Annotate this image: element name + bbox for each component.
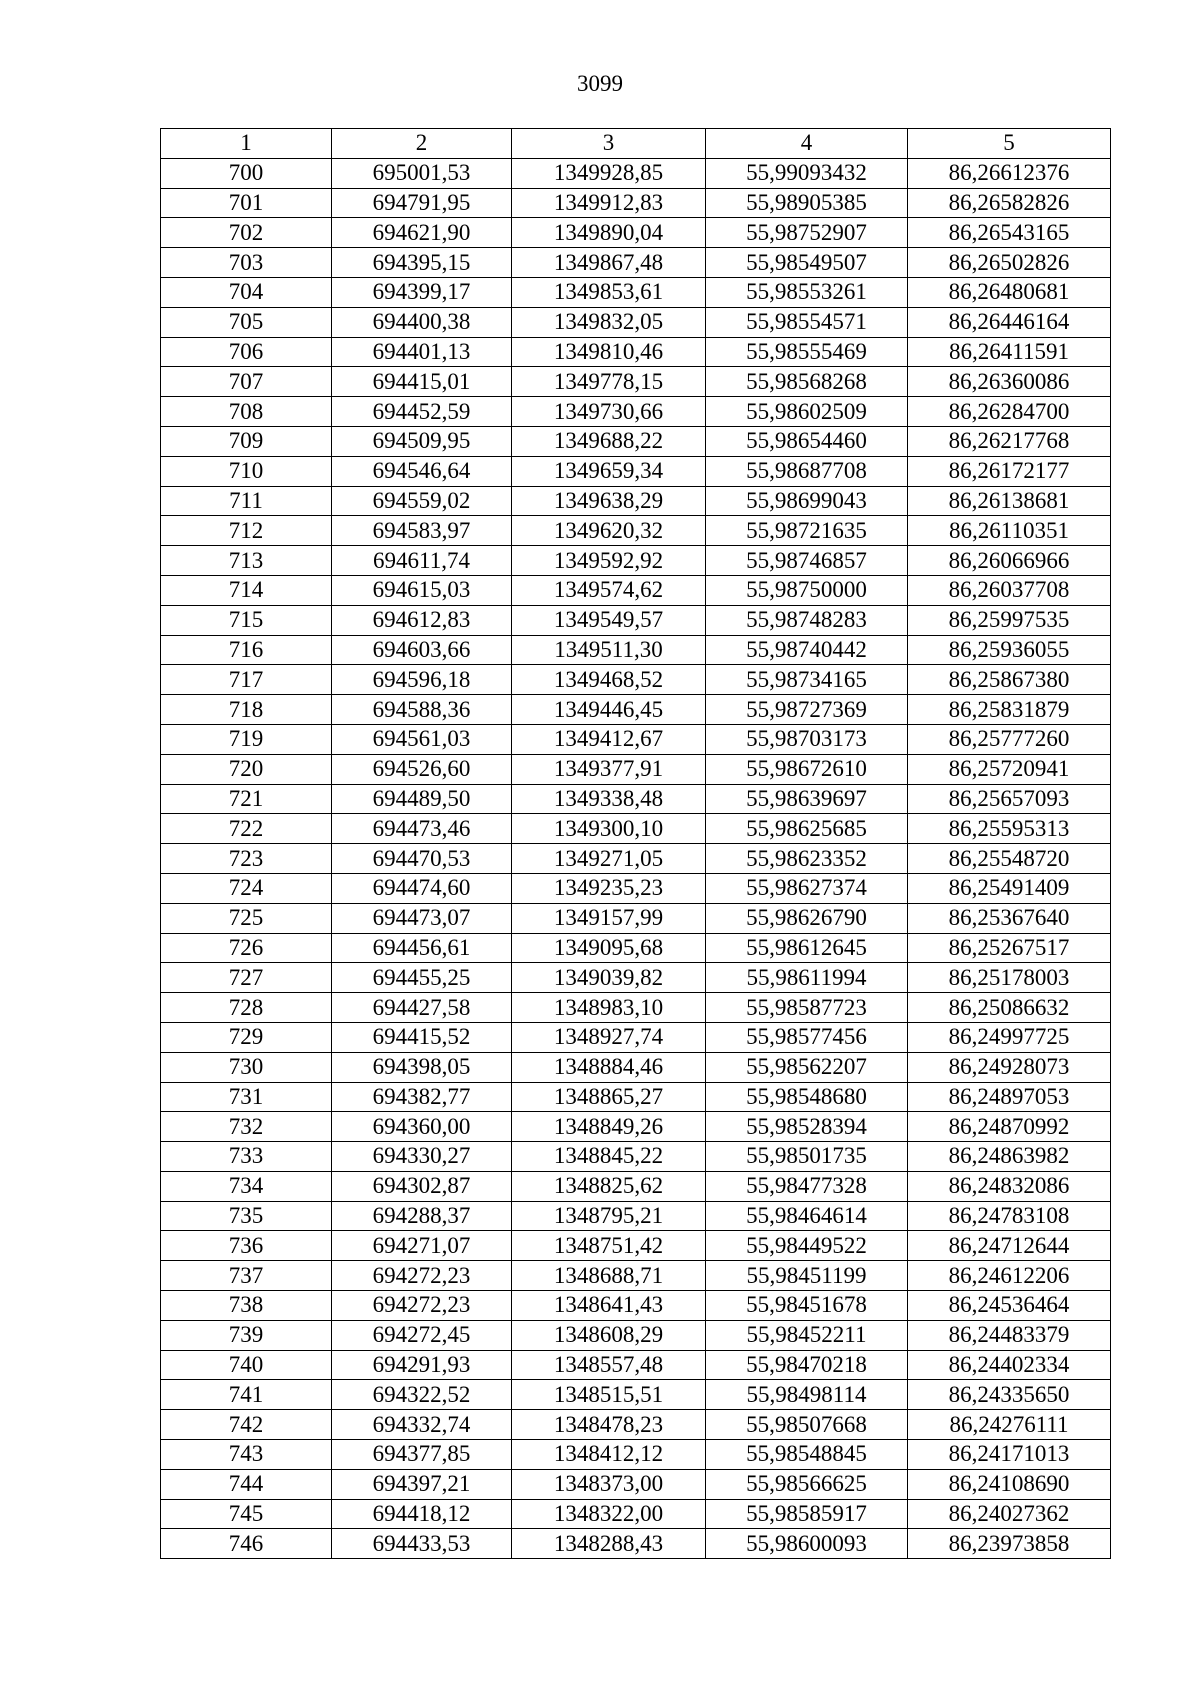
table-cell: 745 [161, 1499, 332, 1529]
table-cell: 55,98577456 [706, 1022, 908, 1052]
table-cell: 86,24536464 [908, 1291, 1111, 1321]
table-cell: 55,98639697 [706, 784, 908, 814]
table-cell: 86,24832086 [908, 1171, 1111, 1201]
table-cell: 55,98464614 [706, 1201, 908, 1231]
table-cell: 694272,23 [332, 1291, 512, 1321]
table-cell: 1349235,23 [512, 873, 706, 903]
table-cell: 694398,05 [332, 1052, 512, 1082]
table-cell: 55,98740442 [706, 635, 908, 665]
table-cell: 694456,61 [332, 933, 512, 963]
table-row [161, 993, 1111, 1023]
table-cell: 736 [161, 1231, 332, 1261]
table-cell: 86,26037708 [908, 575, 1111, 605]
table-row [161, 218, 1111, 248]
table-cell: 55,98748283 [706, 605, 908, 635]
table-cell: 734 [161, 1171, 332, 1201]
table-row [161, 873, 1111, 903]
table-cell: 55,98470218 [706, 1350, 908, 1380]
table-cell: 55,98507668 [706, 1410, 908, 1440]
table-cell: 86,25178003 [908, 963, 1111, 993]
table-row [161, 1380, 1111, 1410]
coordinates-table [160, 128, 1111, 1559]
table-cell: 694473,07 [332, 903, 512, 933]
table-cell: 1348515,51 [512, 1380, 706, 1410]
table-cell: 86,24870992 [908, 1112, 1111, 1142]
table-cell: 701 [161, 188, 332, 218]
table-cell: 703 [161, 248, 332, 278]
table-cell: 733 [161, 1142, 332, 1172]
table-cell: 694399,17 [332, 277, 512, 307]
table-cell: 711 [161, 486, 332, 516]
table-cell: 86,26360086 [908, 367, 1111, 397]
table-row [161, 397, 1111, 427]
table-cell: 1349778,15 [512, 367, 706, 397]
table-cell: 55,98501735 [706, 1142, 908, 1172]
table-cell: 694559,02 [332, 486, 512, 516]
table-cell: 1348322,00 [512, 1499, 706, 1529]
table-cell: 86,26543165 [908, 218, 1111, 248]
table-cell: 55,98734165 [706, 665, 908, 695]
table-cell: 1348884,46 [512, 1052, 706, 1082]
table-cell: 86,25720941 [908, 754, 1111, 784]
table-cell: 1348795,21 [512, 1201, 706, 1231]
table-cell: 741 [161, 1380, 332, 1410]
table-cell: 86,24335650 [908, 1380, 1111, 1410]
table-cell: 709 [161, 426, 332, 456]
table-cell: 694330,27 [332, 1142, 512, 1172]
table-cell: 719 [161, 724, 332, 754]
table-row [161, 814, 1111, 844]
table-cell: 86,24276111 [908, 1410, 1111, 1440]
table-cell: 86,26582826 [908, 188, 1111, 218]
table-cell: 55,98449522 [706, 1231, 908, 1261]
table-cell: 694291,93 [332, 1350, 512, 1380]
table-cell: 694791,95 [332, 188, 512, 218]
table-cell: 55,98548680 [706, 1082, 908, 1112]
table-row [161, 248, 1111, 278]
table-cell: 1349659,34 [512, 456, 706, 486]
table-row [161, 665, 1111, 695]
table-cell: 1349468,52 [512, 665, 706, 695]
table-row [161, 277, 1111, 307]
table-row [161, 188, 1111, 218]
table-cell: 86,26172177 [908, 456, 1111, 486]
table-cell: 55,98626790 [706, 903, 908, 933]
table-cell: 86,26110351 [908, 516, 1111, 546]
table-cell: 1349890,04 [512, 218, 706, 248]
table-cell: 1348849,26 [512, 1112, 706, 1142]
table-cell: 86,26446164 [908, 307, 1111, 337]
table-cell: 694470,53 [332, 844, 512, 874]
table-cell: 55,98905385 [706, 188, 908, 218]
table-cell: 694272,45 [332, 1320, 512, 1350]
table-cell: 1348825,62 [512, 1171, 706, 1201]
table-cell: 55,98721635 [706, 516, 908, 546]
table-cell: 55,98672610 [706, 754, 908, 784]
table-cell: 694509,95 [332, 426, 512, 456]
table-row [161, 486, 1111, 516]
table-row [161, 1052, 1111, 1082]
table-cell: 55,98553261 [706, 277, 908, 307]
table-row [161, 605, 1111, 635]
table-cell: 1349549,57 [512, 605, 706, 635]
table-cell: 86,26138681 [908, 486, 1111, 516]
column-header: 1 [161, 129, 332, 159]
table-cell: 702 [161, 218, 332, 248]
table-cell: 694322,52 [332, 1380, 512, 1410]
table-cell: 86,24171013 [908, 1440, 1111, 1470]
column-header: 5 [908, 129, 1111, 159]
table-cell: 55,98699043 [706, 486, 908, 516]
table-cell: 694489,50 [332, 784, 512, 814]
table-cell: 55,98703173 [706, 724, 908, 754]
table-cell: 55,98746857 [706, 546, 908, 576]
table-cell: 86,24997725 [908, 1022, 1111, 1052]
table-cell: 740 [161, 1350, 332, 1380]
table-cell: 694621,90 [332, 218, 512, 248]
table-cell: 694418,12 [332, 1499, 512, 1529]
table-cell: 86,26411591 [908, 337, 1111, 367]
table-row [161, 754, 1111, 784]
table-cell: 55,98452211 [706, 1320, 908, 1350]
table-cell: 86,25595313 [908, 814, 1111, 844]
table-cell: 86,25831879 [908, 695, 1111, 725]
table-cell: 694561,03 [332, 724, 512, 754]
table-row [161, 1440, 1111, 1470]
table-cell: 695001,53 [332, 158, 512, 188]
table-cell: 55,98554571 [706, 307, 908, 337]
table-cell: 55,98627374 [706, 873, 908, 903]
table-cell: 694473,46 [332, 814, 512, 844]
table-cell: 1349638,29 [512, 486, 706, 516]
table-row [161, 1142, 1111, 1172]
table-cell: 1348845,22 [512, 1142, 706, 1172]
table-cell: 700 [161, 158, 332, 188]
table-cell: 1349688,22 [512, 426, 706, 456]
table-row [161, 158, 1111, 188]
table-cell: 86,24783108 [908, 1201, 1111, 1231]
table-row [161, 1171, 1111, 1201]
page-number: 3099 [577, 71, 623, 96]
table-cell: 86,25936055 [908, 635, 1111, 665]
table-cell: 1349592,92 [512, 546, 706, 576]
table-cell: 1349377,91 [512, 754, 706, 784]
table-cell: 694596,18 [332, 665, 512, 695]
table-cell: 694271,07 [332, 1231, 512, 1261]
table-cell: 694401,13 [332, 337, 512, 367]
table-cell: 742 [161, 1410, 332, 1440]
table-cell: 1349574,62 [512, 575, 706, 605]
table-cell: 86,25367640 [908, 903, 1111, 933]
table-cell: 1349157,99 [512, 903, 706, 933]
table-cell: 727 [161, 963, 332, 993]
table-cell: 86,26066966 [908, 546, 1111, 576]
table-cell: 1349338,48 [512, 784, 706, 814]
table-cell: 706 [161, 337, 332, 367]
table-cell: 86,24027362 [908, 1499, 1111, 1529]
table-cell: 86,25548720 [908, 844, 1111, 874]
table-cell: 55,98625685 [706, 814, 908, 844]
table-cell: 737 [161, 1261, 332, 1291]
table-cell: 694302,87 [332, 1171, 512, 1201]
table-cell: 744 [161, 1469, 332, 1499]
table-cell: 1349620,32 [512, 516, 706, 546]
table-cell: 55,98585917 [706, 1499, 908, 1529]
table-cell: 55,98451199 [706, 1261, 908, 1291]
table-cell: 694288,37 [332, 1201, 512, 1231]
table-cell: 1348557,48 [512, 1350, 706, 1380]
table-row [161, 456, 1111, 486]
table-cell: 1349446,45 [512, 695, 706, 725]
table-cell: 712 [161, 516, 332, 546]
column-header: 3 [512, 129, 706, 159]
table-cell: 729 [161, 1022, 332, 1052]
table-row [161, 963, 1111, 993]
table-cell: 86,25657093 [908, 784, 1111, 814]
table-cell: 1348983,10 [512, 993, 706, 1023]
table-cell: 55,98568268 [706, 367, 908, 397]
table-cell: 710 [161, 456, 332, 486]
table-cell: 86,25491409 [908, 873, 1111, 903]
table-row [161, 1231, 1111, 1261]
table-cell: 1348373,00 [512, 1469, 706, 1499]
table-cell: 694332,74 [332, 1410, 512, 1440]
table-row [161, 1201, 1111, 1231]
table-row [161, 724, 1111, 754]
table-cell: 723 [161, 844, 332, 874]
table-cell: 86,24612206 [908, 1261, 1111, 1291]
table-cell: 725 [161, 903, 332, 933]
table-cell: 708 [161, 397, 332, 427]
table-cell: 694546,64 [332, 456, 512, 486]
table-cell: 714 [161, 575, 332, 605]
table-cell: 715 [161, 605, 332, 635]
table-row [161, 784, 1111, 814]
table-row [161, 1112, 1111, 1142]
table-cell: 731 [161, 1082, 332, 1112]
table-cell: 86,26502826 [908, 248, 1111, 278]
table-cell: 55,98750000 [706, 575, 908, 605]
table-cell: 55,98654460 [706, 426, 908, 456]
table-cell: 86,25086632 [908, 993, 1111, 1023]
table-cell: 694395,15 [332, 248, 512, 278]
table-cell: 55,98451678 [706, 1291, 908, 1321]
table-cell: 728 [161, 993, 332, 1023]
table-cell: 694433,53 [332, 1529, 512, 1559]
table-cell: 694272,23 [332, 1261, 512, 1291]
table-cell: 1349730,66 [512, 397, 706, 427]
table-cell: 55,98727369 [706, 695, 908, 725]
table-row [161, 844, 1111, 874]
table-cell: 722 [161, 814, 332, 844]
table-cell: 86,24712644 [908, 1231, 1111, 1261]
table-cell: 694611,74 [332, 546, 512, 576]
table-cell: 86,25777260 [908, 724, 1111, 754]
table-cell: 55,98528394 [706, 1112, 908, 1142]
table-cell: 1348865,27 [512, 1082, 706, 1112]
table-cell: 55,99093432 [706, 158, 908, 188]
table-cell: 86,24402334 [908, 1350, 1111, 1380]
column-header: 4 [706, 129, 908, 159]
table-cell: 694360,00 [332, 1112, 512, 1142]
table-cell: 86,26217768 [908, 426, 1111, 456]
table-cell: 86,26480681 [908, 277, 1111, 307]
table-row [161, 1082, 1111, 1112]
table-cell: 730 [161, 1052, 332, 1082]
table-row [161, 426, 1111, 456]
table-cell: 694612,83 [332, 605, 512, 635]
table-row [161, 1261, 1111, 1291]
table-cell: 55,98611994 [706, 963, 908, 993]
table-cell: 55,98566625 [706, 1469, 908, 1499]
table-cell: 720 [161, 754, 332, 784]
table-cell: 86,25867380 [908, 665, 1111, 695]
table-cell: 1348927,74 [512, 1022, 706, 1052]
table-cell: 739 [161, 1320, 332, 1350]
table-cell: 694615,03 [332, 575, 512, 605]
table-cell: 743 [161, 1440, 332, 1470]
table-cell: 1349300,10 [512, 814, 706, 844]
table-cell: 694588,36 [332, 695, 512, 725]
table-row [161, 1529, 1111, 1559]
table-cell: 694415,52 [332, 1022, 512, 1052]
table-cell: 1349810,46 [512, 337, 706, 367]
table-row [161, 903, 1111, 933]
table-cell: 694427,58 [332, 993, 512, 1023]
table-cell: 55,98548845 [706, 1440, 908, 1470]
table-cell: 1349928,85 [512, 158, 706, 188]
table-cell: 1349039,82 [512, 963, 706, 993]
table-cell: 55,98687708 [706, 456, 908, 486]
table-cell: 746 [161, 1529, 332, 1559]
table-cell: 86,24863982 [908, 1142, 1111, 1172]
table-row [161, 367, 1111, 397]
table-cell: 738 [161, 1291, 332, 1321]
table-cell: 726 [161, 933, 332, 963]
table-cell: 1348688,71 [512, 1261, 706, 1291]
table-cell: 55,98600093 [706, 1529, 908, 1559]
table-cell: 55,98612645 [706, 933, 908, 963]
table-cell: 721 [161, 784, 332, 814]
table-cell: 86,24897053 [908, 1082, 1111, 1112]
table-cell: 86,26284700 [908, 397, 1111, 427]
table-cell: 1348608,29 [512, 1320, 706, 1350]
table-cell: 86,25997535 [908, 605, 1111, 635]
table-body [161, 158, 1111, 1558]
table-cell: 1349271,05 [512, 844, 706, 874]
table-cell: 705 [161, 307, 332, 337]
table-cell: 694382,77 [332, 1082, 512, 1112]
table-cell: 694400,38 [332, 307, 512, 337]
table-row [161, 1469, 1111, 1499]
table-cell: 735 [161, 1201, 332, 1231]
table-row [161, 1291, 1111, 1321]
table-cell: 694526,60 [332, 754, 512, 784]
table-cell: 732 [161, 1112, 332, 1142]
table-cell: 1349853,61 [512, 277, 706, 307]
table-cell: 86,24928073 [908, 1052, 1111, 1082]
table-cell: 694583,97 [332, 516, 512, 546]
table-cell: 86,24483379 [908, 1320, 1111, 1350]
table-cell: 1348288,43 [512, 1529, 706, 1559]
table-row [161, 933, 1111, 963]
table-header-row [161, 129, 1111, 159]
table-cell: 707 [161, 367, 332, 397]
table-cell: 704 [161, 277, 332, 307]
table-cell: 694474,60 [332, 873, 512, 903]
table-cell: 713 [161, 546, 332, 576]
table-cell: 724 [161, 873, 332, 903]
table-cell: 55,98477328 [706, 1171, 908, 1201]
table-cell: 1349867,48 [512, 248, 706, 278]
table-cell: 55,98562207 [706, 1052, 908, 1082]
table-cell: 694415,01 [332, 367, 512, 397]
table-cell: 55,98752907 [706, 218, 908, 248]
table-row [161, 1410, 1111, 1440]
table-row [161, 575, 1111, 605]
table-cell: 1349832,05 [512, 307, 706, 337]
table-cell: 1349511,30 [512, 635, 706, 665]
table-cell: 694455,25 [332, 963, 512, 993]
table-cell: 694603,66 [332, 635, 512, 665]
table-row [161, 1320, 1111, 1350]
table-cell: 86,25267517 [908, 933, 1111, 963]
table-cell: 1348751,42 [512, 1231, 706, 1261]
table-row [161, 695, 1111, 725]
table-row [161, 1499, 1111, 1529]
table-cell: 694452,59 [332, 397, 512, 427]
table-cell: 1349095,68 [512, 933, 706, 963]
table-cell: 1348641,43 [512, 1291, 706, 1321]
table-cell: 716 [161, 635, 332, 665]
table-cell: 718 [161, 695, 332, 725]
table-cell: 55,98602509 [706, 397, 908, 427]
table-cell: 55,98498114 [706, 1380, 908, 1410]
table-cell: 55,98555469 [706, 337, 908, 367]
table-row [161, 546, 1111, 576]
table-cell: 694377,85 [332, 1440, 512, 1470]
table-cell: 86,26612376 [908, 158, 1111, 188]
table-row [161, 337, 1111, 367]
table-cell: 86,23973858 [908, 1529, 1111, 1559]
table-cell: 1348412,12 [512, 1440, 706, 1470]
table-row [161, 516, 1111, 546]
table-row [161, 1350, 1111, 1380]
column-header: 2 [332, 129, 512, 159]
table-cell: 1349912,83 [512, 188, 706, 218]
table-row [161, 635, 1111, 665]
table-cell: 55,98623352 [706, 844, 908, 874]
table-row [161, 307, 1111, 337]
table-cell: 694397,21 [332, 1469, 512, 1499]
table-cell: 86,24108690 [908, 1469, 1111, 1499]
table-cell: 55,98549507 [706, 248, 908, 278]
table-cell: 1349412,67 [512, 724, 706, 754]
table-row [161, 1022, 1111, 1052]
table-cell: 717 [161, 665, 332, 695]
table-cell: 55,98587723 [706, 993, 908, 1023]
table-cell: 1348478,23 [512, 1410, 706, 1440]
